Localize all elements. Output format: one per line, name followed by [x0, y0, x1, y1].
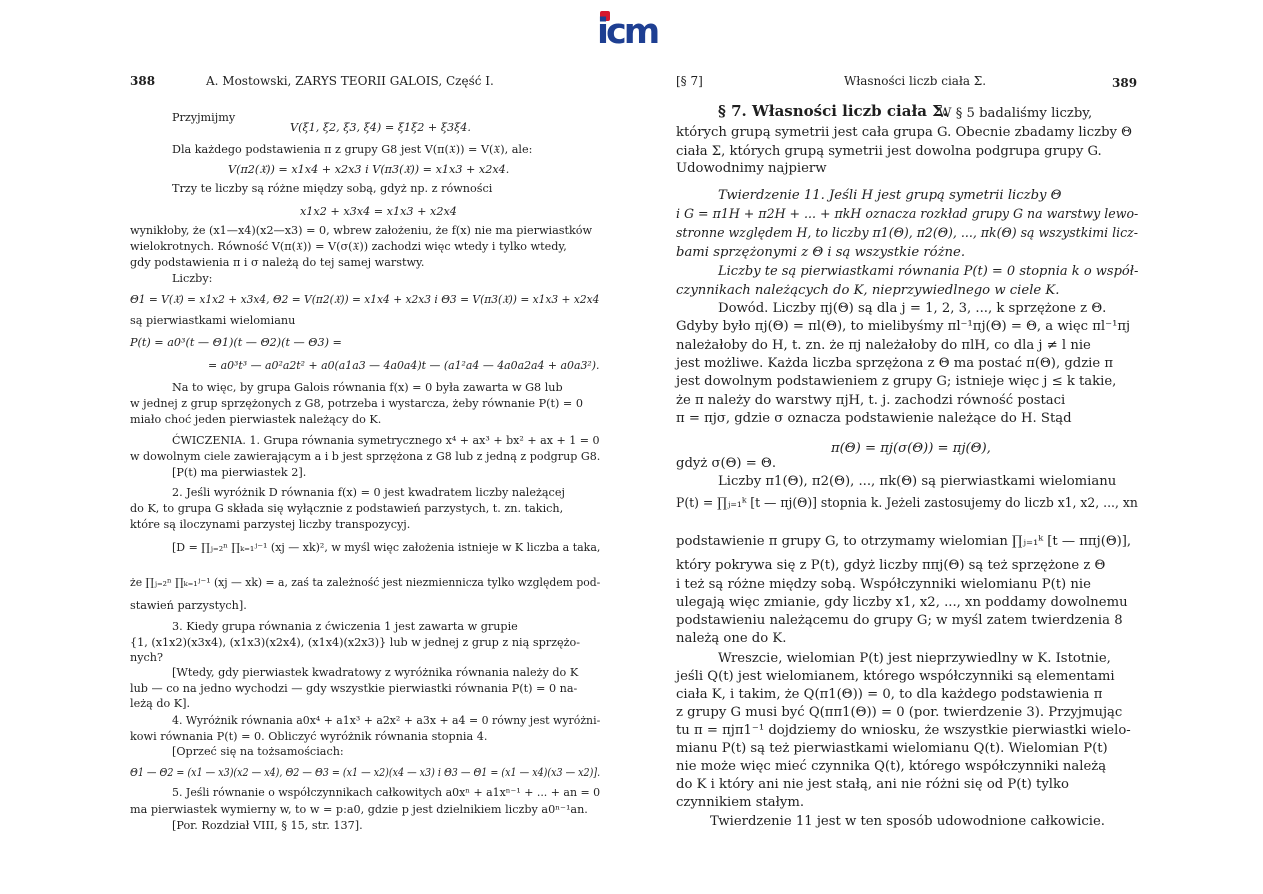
text-line: wynikłoby, że (x1—x4)(x2—x3) = 0, wbrew założeniu, że f(x) nie ma pierwiastków — [130, 224, 593, 237]
proof-line: należą one do K. — [676, 631, 787, 646]
theorem-line: Twierdzenie 11. Jeśli H jest grupą symetrii liczby Θ — [718, 188, 1062, 203]
text-line: Dla każdego podstawienia π z grupy G8 jest V(π(𝔛)) = V(𝔛), ale: — [172, 143, 533, 156]
theorem-line: czynnikach należących do K, nieprzywiedlnego w ciele K. — [676, 283, 1060, 298]
text-line: w jednej z grup sprzężonych z G8, potrzeba i wystarcza, żeby równanie P(t) = 0 — [130, 397, 583, 410]
proof-line: podstawieniu należącemu do grupy G; w myśl zatem twierdzenia 8 — [676, 613, 1123, 628]
proof-line: tu π = πjπ1⁻¹ dojdziemy do wniosku, że wszystkie pierwiastki wielo- — [676, 723, 1131, 738]
proof-line: który pokrywa się z P(t), gdyż liczby ππj(Θ) są też sprzężone z Θ — [676, 558, 1106, 573]
section-title: § 7. Własności liczb ciała Σ. — [718, 102, 948, 120]
text-line: ciała Σ, których grupą symetrii jest dowolna podgrupa grupy G. — [676, 144, 1102, 159]
formula-line: V(π2(𝔛)) = x1x4 + x2x3 i V(π3(𝔛)) = x1x3 + x2x4. — [228, 163, 510, 176]
text-line: Udowodnimy najpierw — [676, 161, 827, 176]
exercise-line: 4. Wyróżnik równania a0x⁴ + a1x³ + a2x² + a3x + a4 = 0 równy jest wyróżni- — [172, 714, 601, 727]
exercise-line: {1, (x1x2)(x3x4), (x1x3)(x2x4), (x1x4)(x2x3)} lub w jednej z grup z nią sprzężo- — [130, 636, 581, 649]
formula-line: V(ξ1, ξ2, ξ3, ξ4) = ξ1ξ2 + ξ3ξ4. — [290, 121, 471, 134]
proof-line: ulegają więc zmianie, gdy liczby x1, x2, ..., xn poddamy dowolnemu — [676, 595, 1128, 610]
exercise-line: [D = ∏ⱼ₌₂ⁿ ∏ₖ₌₁ʲ⁻¹ (xj — xk)², w myśl więc założenia istnieje w K liczba a taka, — [172, 541, 601, 554]
text-line: Trzy te liczby są różne między sobą, gdyż np. z równości — [172, 182, 493, 195]
theorem-line: i G = π1H + π2H + ... + πkH oznacza rozkład grupy G na warstwy lewo- — [676, 207, 1139, 222]
proof-line: jest dowolnym podstawieniem z grupy G; istnieje więc j ≤ k takie, — [676, 374, 1117, 389]
page-number-left: 388 — [130, 74, 156, 88]
exercise-line: [Por. Rozdział VIII, § 15, str. 137]. — [172, 819, 363, 832]
proof-line: jeśli Q(t) jest wielomianem, którego współczynniki są elementami — [676, 669, 1115, 684]
exercise-line: 2. Jeśli wyróżnik D równania f(x) = 0 jest kwadratem liczby należącej — [172, 486, 565, 499]
text-line: których grupą symetrii jest cała grupa G. Obecnie zbadamy liczby Θ — [676, 125, 1132, 140]
proof-line: Liczby π1(Θ), π2(Θ), ..., πk(Θ) są pierwiastkami wielomianu — [718, 474, 1117, 489]
proof-line: ciała K, i takim, że Q(π1(Θ)) = 0, to dla każdego podstawienia π — [676, 687, 1103, 702]
text-line: W § 5 badaliśmy liczby, — [938, 106, 1093, 121]
proof-line: mianu P(t) są też pierwiastkami wielomianu Q(t). Wielomian P(t) — [676, 741, 1108, 756]
formula-line: π(Θ) = πj(σ(Θ)) = πj(Θ), — [831, 441, 991, 456]
exercise-line: w dowolnym ciele zawierającym a i b jest sprzężona z G8 lub z jedną z podgrup G8. — [130, 450, 601, 463]
proof-line: π = πjσ, gdzie σ oznacza podstawienie należące do H. Stąd — [676, 411, 1072, 426]
text-line: Przyjmijmy — [172, 111, 236, 124]
formula-line: P(t) = a0³(t — Θ1)(t — Θ2)(t — Θ3) = — [130, 336, 342, 349]
exercise-line: [Oprzeć się na tożsamościach: — [172, 745, 344, 758]
theorem-line: Liczby te są pierwiastkami równania P(t) = 0 stopnia k o współ- — [718, 264, 1139, 279]
proof-line: z grupy G musi być Q(ππ1(Θ)) = 0 (por. twierdzenie 3). Przyjmując — [676, 705, 1123, 720]
proof-line: Wreszcie, wielomian P(t) jest nieprzywiedlny w K. Istotnie, — [718, 651, 1111, 666]
formula-line: Θ1 — Θ2 = (x1 — x3)(x2 — x4), Θ2 — Θ3 = (x1 — x2)(x4 — x3) i Θ3 — Θ1 = (x1 — x4)(x3 — x2)]. — [130, 766, 601, 779]
proof-line: gdyż σ(Θ) = Θ. — [676, 456, 777, 471]
icm-logo — [597, 11, 663, 52]
exercise-line: do K, to grupa G składa się wyłącznie z podstawień parzystych, t. zn. takich, — [130, 502, 564, 515]
exercise-line: ĆWICZENIA. 1. Grupa równania symetrycznego x⁴ + ax³ + bx² + ax + 1 = 0 — [172, 434, 600, 447]
exercise-line: leżą do K]. — [130, 697, 191, 710]
proof-line: Dowód. Liczby πj(Θ) są dla j = 1, 2, 3, ..., k sprzężone z Θ. — [718, 301, 1107, 316]
running-head-left: A. Mostowski, ZARYS TEORII GALOIS, Część I. — [206, 74, 494, 88]
exercise-line: [Wtedy, gdy pierwiastek kwadratowy z wyróżnika równania należy do K — [172, 666, 579, 679]
proof-line: jest możliwe. Każda liczba sprzężona z Θ ma postać π(Θ), gdzie π — [676, 356, 1114, 371]
proof-line: Twierdzenie 11 jest w ten sposób udowodnione całkowicie. — [710, 814, 1105, 829]
formula-line: x1x2 + x3x4 = x1x3 + x2x4 — [300, 205, 457, 218]
exercise-line: nych? — [130, 651, 163, 664]
formula-line: Θ1 = V(𝔛) = x1x2 + x3x4, Θ2 = V(π2(𝔛)) = x1x4 + x2x3 i Θ3 = V(π3(𝔛)) = x1x3 + x2x4 — [130, 293, 600, 306]
text-line: wielokrotnych. Równość V(π(𝔛)) = V(σ(𝔛)) zachodzi więc wtedy i tylko wtedy, — [130, 240, 567, 253]
exercise-line: że ∏ⱼ₌₂ⁿ ∏ₖ₌₁ʲ⁻¹ (xj — xk) = a, zaś ta zależność jest niezmiennicza tylko względem pod- — [130, 576, 601, 589]
theorem-line: bami sprzężonymi z Θ i są wszystkie różne. — [676, 245, 966, 260]
exercise-line: 3. Kiedy grupa równania z ćwiczenia 1 jest zawarta w grupie — [172, 620, 518, 633]
exercise-line: które są iloczynami parzystej liczby transpozycyj. — [130, 518, 411, 531]
page-number-right: 389 — [1112, 76, 1138, 90]
text-line: Liczby: — [172, 272, 213, 285]
theorem-line: stronne względem H, to liczby π1(Θ), π2(Θ), ..., πk(Θ) są wszystkimi licz- — [676, 226, 1138, 241]
proof-line: czynnikiem stałym. — [676, 795, 805, 810]
exercise-line: ma pierwiastek wymierny w, to w = p:a0, gdzie p jest dzielnikiem liczby a0ⁿ⁻¹an. — [130, 803, 588, 816]
proof-line: że π należy do warstwy πjH, t. j. zachodzi równość postaci — [676, 393, 1066, 408]
exercise-line: stawień parzystych]. — [130, 599, 247, 612]
formula-line: = a0³t³ — a0²a2t² + a0(a1a3 — 4a0a4)t — (a1²a4 — 4a0a2a4 + a0a3²). — [208, 359, 600, 372]
text-line: gdy podstawienia π i σ należą do tej samej warstwy. — [130, 256, 425, 269]
section-mark: [§ 7] — [676, 74, 703, 88]
running-head-right: Własności liczb ciała Σ. — [844, 74, 987, 88]
proof-line: i też są różne między sobą. Współczynniki wielomianu P(t) nie — [676, 577, 1091, 592]
logo-text: icm — [597, 12, 658, 52]
proof-line: do K i który ani nie jest stałą, ani nie różni się od P(t) tylko — [676, 777, 1069, 792]
exercise-line: [P(t) ma pierwiastek 2]. — [172, 466, 307, 479]
proof-line: P(t) = ∏ⱼ₌₁ᵏ [t — πj(Θ)] stopnia k. Jeżeli zastosujemy do liczb x1, x2, ..., xn — [676, 496, 1138, 511]
proof-line: podstawienie π grupy G, to otrzymamy wielomian ∏ⱼ₌₁ᵏ [t — ππj(Θ)], — [676, 534, 1132, 549]
text-line: Na to więc, by grupa Galois równania f(x) = 0 była zawarta w G8 lub — [172, 381, 563, 394]
proof-line: Gdyby było πj(Θ) = πl(Θ), to mielibyśmy πl⁻¹πj(Θ) = Θ, a więc πl⁻¹πj — [676, 319, 1131, 334]
exercise-line: kowi równania P(t) = 0. Obliczyć wyróżnik równania stopnia 4. — [130, 730, 488, 743]
proof-line: należałoby do H, t. zn. że πj należałoby do πlH, co dla j ≠ l nie — [676, 338, 1091, 353]
exercise-line: lub — co na jedno wychodzi — gdy wszystkie pierwiastki równania P(t) = 0 na- — [130, 682, 578, 695]
proof-line: nie może więc mieć czynnika Q(t), którego współczynniki należą — [676, 759, 1107, 774]
text-line: miało choć jeden pierwiastek należący do K. — [130, 413, 382, 426]
text-line: są pierwiastkami wielomianu — [130, 314, 296, 327]
exercise-line: 5. Jeśli równanie o współczynnikach całkowitych a0xⁿ + a1xⁿ⁻¹ + ... + an = 0 — [172, 786, 601, 799]
